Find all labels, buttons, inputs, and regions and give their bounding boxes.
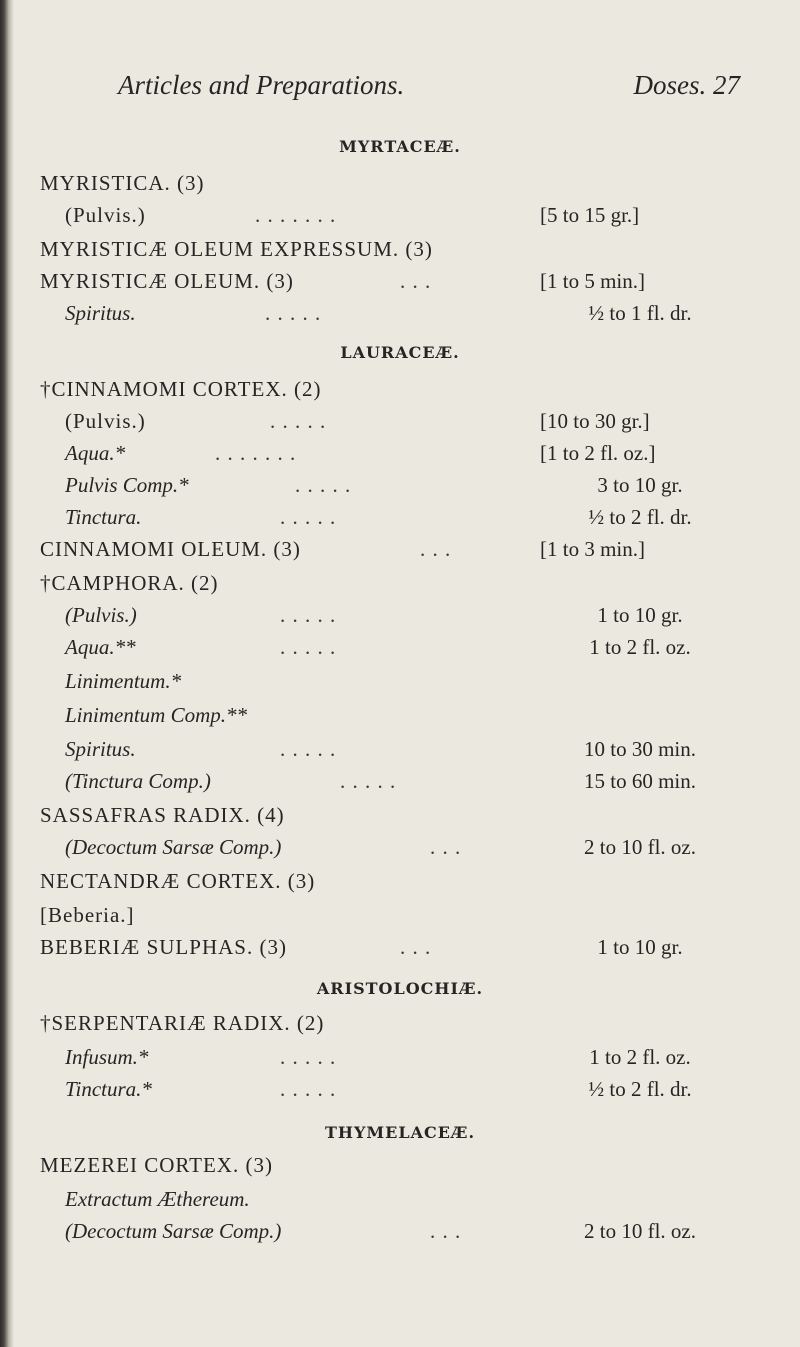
article-name: Aqua.** — [65, 635, 136, 659]
dose-value: [1 to 3 min.] — [540, 537, 645, 561]
dose-row — [0, 436, 800, 470]
section-heading-myrtaceae: MYRTACEÆ. — [339, 137, 461, 156]
article-name: (Decoctum Sarsæ Comp.) — [65, 1219, 282, 1243]
article-name: MYRISTICÆ OLEUM. (3) — [40, 269, 294, 293]
dose-value: [10 to 30 gr.] — [540, 409, 650, 433]
dot-leader: . . . — [430, 1219, 462, 1243]
article-name: Infusum.* — [65, 1045, 149, 1069]
dose-value: 2 to 10 fl. oz. — [584, 1219, 696, 1243]
article-name: Linimentum Comp.** — [65, 703, 248, 727]
dose-row — [0, 1182, 800, 1216]
dose-row — [0, 264, 800, 298]
dose-row — [0, 296, 800, 330]
dose-row — [0, 1148, 800, 1182]
article-name: Extractum Æthereum. — [65, 1187, 250, 1211]
article-name: Tinctura. — [65, 505, 142, 529]
article-name: MYRISTICÆ OLEUM EXPRESSUM. (3) — [40, 237, 433, 261]
dose-row — [0, 500, 800, 534]
article-name: Tinctura.* — [65, 1077, 152, 1101]
article-name: (Decoctum Sarsæ Comp.) — [65, 835, 282, 859]
dose-row — [0, 898, 800, 932]
article-name: CINNAMOMI OLEUM. (3) — [40, 537, 301, 561]
article-name: MYRISTICA. (3) — [40, 171, 205, 195]
dose-row — [0, 198, 800, 232]
header-title: Articles and Preparations. — [118, 70, 405, 100]
dose-row — [0, 630, 800, 664]
section-heading-lauraceae: LAURACEÆ. — [340, 343, 460, 362]
dose-row — [0, 566, 800, 600]
dose-row — [0, 372, 800, 406]
page-header — [118, 70, 740, 110]
article-name: Pulvis Comp.* — [65, 473, 189, 497]
dose-value: 1 to 2 fl. oz. — [589, 635, 691, 659]
article-name: Aqua.* — [65, 441, 126, 465]
article-name: [Beberia.] — [40, 903, 135, 927]
article-name: †SERPENTARIÆ RADIX. (2) — [40, 1011, 325, 1035]
dose-row — [0, 864, 800, 898]
dose-value: 2 to 10 fl. oz. — [584, 835, 696, 859]
dose-row — [0, 232, 800, 266]
article-name: (Pulvis.) — [65, 603, 137, 627]
dot-leader: . . . — [400, 269, 432, 293]
dose-value: 1 to 10 gr. — [597, 935, 683, 959]
dose-row — [0, 698, 800, 732]
dose-value: 15 to 60 min. — [583, 769, 696, 793]
dot-leader: . . . . . . . — [215, 441, 297, 465]
dot-leader: . . . . . — [340, 769, 397, 793]
dose-value: 1 to 2 fl. oz. — [589, 1045, 691, 1069]
dose-row — [0, 532, 800, 566]
dot-leader: . . . . . — [280, 1077, 337, 1101]
dot-leader: . . . — [400, 935, 432, 959]
dose-value: 3 to 10 gr. — [597, 473, 683, 497]
dose-row — [0, 1214, 800, 1248]
article-name: Spiritus. — [65, 737, 136, 761]
dose-value: 10 to 30 min. — [583, 737, 696, 761]
dose-row — [0, 664, 800, 698]
dot-leader: . . . — [430, 835, 462, 859]
article-name: Spiritus. — [65, 301, 136, 325]
article-name: BEBERIÆ SULPHAS. (3) — [40, 935, 287, 959]
dose-row — [0, 468, 800, 502]
dose-value: [5 to 15 gr.] — [540, 203, 640, 227]
dose-row — [0, 764, 800, 798]
dot-leader: . . . . . — [280, 603, 337, 627]
dose-row — [0, 1072, 800, 1106]
dose-value: ½ to 1 fl. dr. — [588, 301, 692, 325]
dot-leader: . . . . . — [280, 505, 337, 529]
article-name: SASSAFRAS RADIX. (4) — [40, 803, 285, 827]
dose-value: [1 to 5 min.] — [540, 269, 645, 293]
dot-leader: . . . . . — [280, 737, 337, 761]
section-heading-aristolochiae: ARISTOLOCHIÆ. — [316, 979, 484, 998]
article-name: (Pulvis.) — [65, 409, 146, 433]
dose-row — [0, 732, 800, 766]
dose-row — [0, 166, 800, 200]
section-heading-thymelaceae: THYMELACEÆ. — [324, 1123, 476, 1142]
dose-value: ½ to 2 fl. dr. — [588, 505, 692, 529]
dot-leader: . . . . . — [280, 1045, 337, 1069]
article-name: Linimentum.* — [65, 669, 182, 693]
dose-row — [0, 1040, 800, 1074]
dot-leader: . . . . . — [265, 301, 322, 325]
dose-row — [0, 404, 800, 438]
dose-row — [0, 830, 800, 864]
dose-value: 1 to 10 gr. — [597, 603, 683, 627]
dose-value: ½ to 2 fl. dr. — [588, 1077, 692, 1101]
dot-leader: . . . . . — [280, 635, 337, 659]
header-doses-page: Doses. 27 — [633, 70, 740, 100]
article-name: NECTANDRÆ CORTEX. (3) — [40, 869, 316, 893]
article-name: MEZEREI CORTEX. (3) — [40, 1153, 273, 1177]
dose-row — [0, 598, 800, 632]
article-name: †CAMPHORA. (2) — [40, 571, 219, 595]
dot-leader: . . . . . — [270, 409, 327, 433]
dot-leader: . . . . . . . — [255, 203, 337, 227]
dose-value: [1 to 2 fl. oz.] — [540, 441, 656, 465]
dose-row — [0, 930, 800, 964]
dot-leader: . . . — [420, 537, 452, 561]
dot-leader: . . . . . — [295, 473, 352, 497]
article-name: (Pulvis.) — [65, 203, 146, 227]
dose-row — [0, 798, 800, 832]
article-name: (Tinctura Comp.) — [65, 769, 211, 793]
dose-row — [0, 1006, 800, 1040]
article-name: †CINNAMOMI CORTEX. (2) — [40, 377, 322, 401]
